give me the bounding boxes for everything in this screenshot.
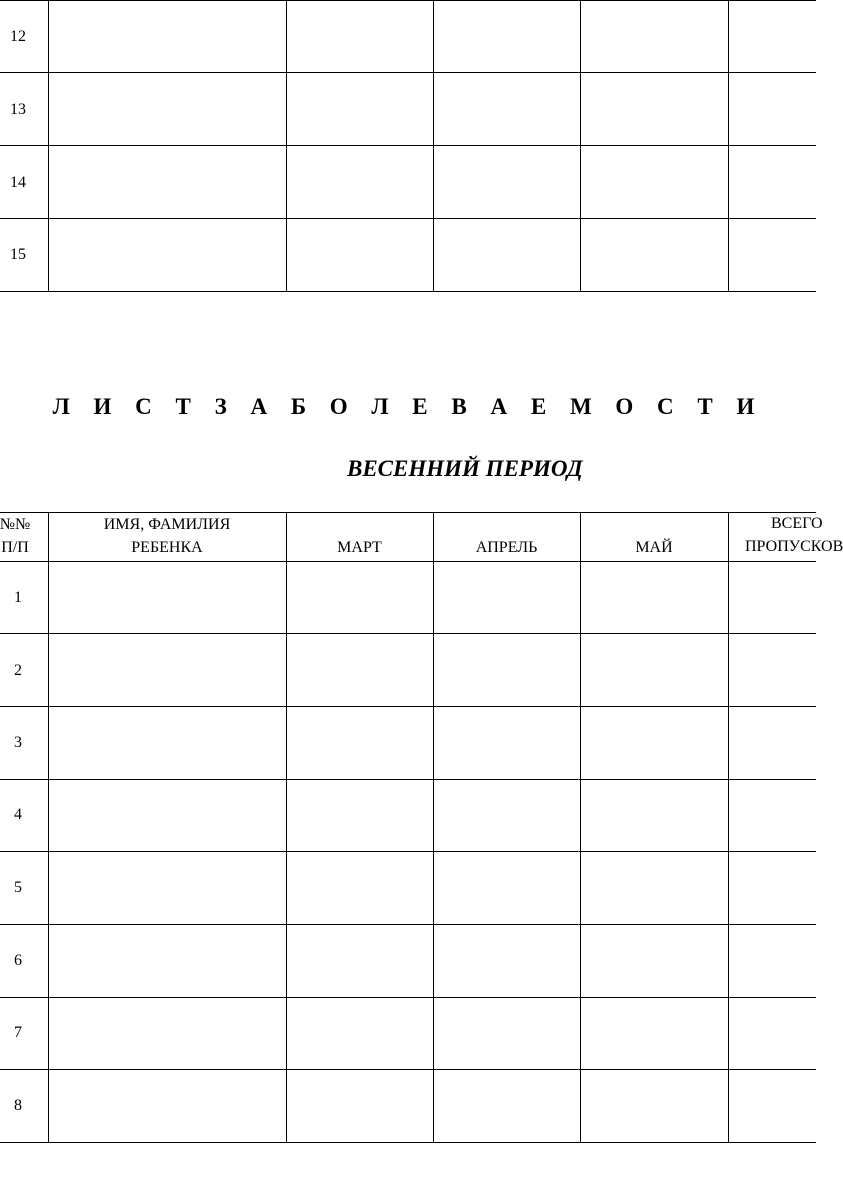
top-table-vline <box>286 0 287 292</box>
table-hline <box>0 851 816 852</box>
table-hline <box>0 1142 816 1143</box>
row-number: 6 <box>14 952 22 969</box>
header-num-line1: №№ <box>0 516 31 533</box>
table-hline <box>0 633 816 634</box>
table-vline <box>48 512 49 1143</box>
header-name-line2: РЕБЕНКА <box>131 539 203 556</box>
row-number: 5 <box>14 879 22 896</box>
table-hline <box>0 706 816 707</box>
top-table-hline <box>0 291 816 292</box>
page-title: Л И С Т З А Б О Л Е В А Е М О С Т И <box>52 394 764 419</box>
row-number: 3 <box>14 734 22 751</box>
table-vline <box>728 512 729 1143</box>
table-vline <box>286 512 287 1143</box>
row-number: 2 <box>14 662 22 679</box>
top-table-vline <box>728 0 729 292</box>
top-table-hline <box>0 218 816 219</box>
table-hline <box>0 512 816 513</box>
header-march: МАРТ <box>337 539 382 556</box>
table-hline <box>0 779 816 780</box>
header-april: АПРЕЛЬ <box>475 539 538 556</box>
header-total-line2: ПРОПУСКОВ <box>745 538 843 555</box>
header-num-line2: П/П <box>1 539 29 556</box>
top-table-vline <box>580 0 581 292</box>
header-total-line1: ВСЕГО <box>771 515 823 532</box>
row-number: 14 <box>10 174 26 191</box>
table-hline <box>0 997 816 998</box>
row-number: 4 <box>14 806 22 823</box>
row-number: 8 <box>14 1097 22 1114</box>
header-name-line1: ИМЯ, ФАМИЛИЯ <box>103 516 231 533</box>
header-may: МАЙ <box>635 539 673 556</box>
row-number: 13 <box>10 101 26 118</box>
row-number: 12 <box>10 28 26 45</box>
top-table-hline <box>0 72 816 73</box>
page-subtitle: ВЕСЕННИЙ ПЕРИОД <box>347 456 583 481</box>
row-number: 15 <box>10 246 26 263</box>
top-table-vline <box>48 0 49 292</box>
row-number: 7 <box>14 1024 22 1041</box>
table-hline <box>0 561 816 562</box>
table-hline <box>0 924 816 925</box>
row-number: 1 <box>14 589 22 606</box>
top-table-hline <box>0 0 816 1</box>
top-table-vline <box>433 0 434 292</box>
top-table-hline <box>0 145 816 146</box>
table-hline <box>0 1069 816 1070</box>
table-vline <box>580 512 581 1143</box>
table-vline <box>433 512 434 1143</box>
